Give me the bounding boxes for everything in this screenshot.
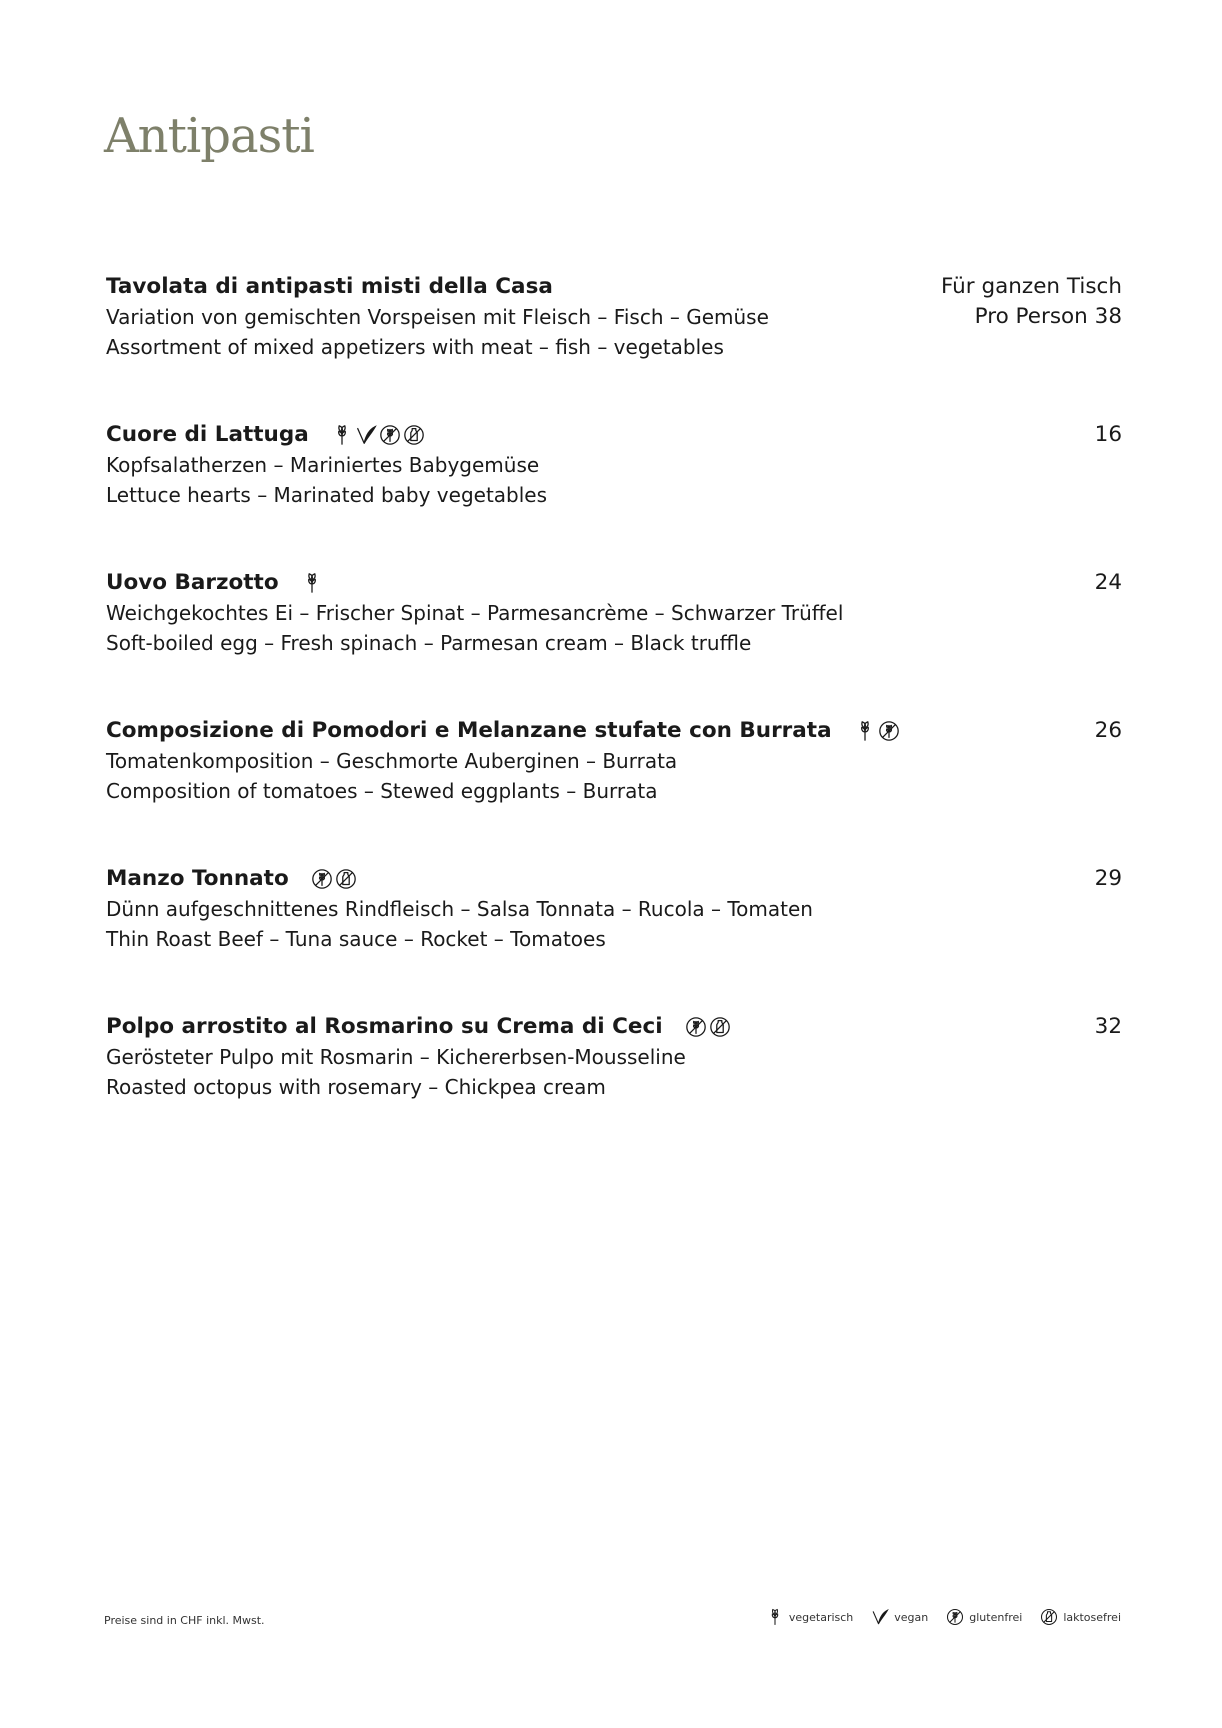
legend-label: laktosefrei bbox=[1063, 1610, 1121, 1624]
legend-label: vegan bbox=[894, 1610, 929, 1624]
gluten-free-icon bbox=[379, 424, 401, 446]
item-name: Tavolata di antipasti misti della Casa bbox=[106, 274, 553, 299]
gluten-free-icon bbox=[311, 868, 333, 890]
price-line-2: Pro Person 38 bbox=[974, 304, 1122, 329]
vegan-icon bbox=[871, 1608, 889, 1626]
lactose-free-icon bbox=[709, 1016, 731, 1038]
item-price bbox=[1095, 568, 1122, 598]
menu-item bbox=[106, 420, 1122, 568]
lactose-free-icon bbox=[335, 868, 357, 890]
legend-item bbox=[871, 1608, 928, 1626]
item-description-en: Composition of tomatoes – Stewed eggplants – Burrata bbox=[106, 779, 658, 803]
item-description-en: Assortment of mixed appetizers with meat – fish – vegetables bbox=[106, 335, 724, 359]
legend-label: glutenfrei bbox=[969, 1610, 1023, 1624]
menu-item bbox=[106, 716, 1122, 864]
menu-item bbox=[106, 272, 1122, 420]
item-description-en: Soft-boiled egg – Fresh spinach – Parmesan cream – Black truffle bbox=[106, 631, 752, 655]
item-description-de: Gerösteter Pulpo mit Rosmarin – Kichererbsen-Mousseline bbox=[106, 1045, 686, 1069]
item-description-en: Thin Roast Beef – Tuna sauce – Rocket – Tomatoes bbox=[106, 927, 606, 951]
page-title: Antipasti bbox=[104, 108, 314, 164]
price-line-1: Für ganzen Tisch bbox=[940, 274, 1122, 299]
item-price bbox=[1095, 1012, 1122, 1042]
item-name: Manzo Tonnato bbox=[106, 866, 289, 891]
price-line-1: 16 bbox=[1094, 422, 1122, 447]
menu-item bbox=[106, 568, 1122, 716]
item-name: Uovo Barzotto bbox=[106, 570, 279, 595]
vegetarian-icon bbox=[331, 424, 353, 446]
legend-item bbox=[1040, 1608, 1121, 1626]
lactose-free-icon bbox=[403, 424, 425, 446]
price-line-1: 32 bbox=[1094, 1014, 1122, 1039]
item-name: Composizione di Pomodori e Melanzane stufate con Burrata bbox=[106, 718, 832, 743]
diet-icons bbox=[685, 1016, 731, 1038]
gluten-free-icon bbox=[878, 720, 900, 742]
gluten-free-icon bbox=[946, 1608, 964, 1626]
menu-item bbox=[106, 864, 1122, 1012]
item-price bbox=[941, 272, 1122, 332]
footer-note: Preise sind in CHF inkl. Mwst. bbox=[104, 1614, 265, 1627]
gluten-free-icon bbox=[685, 1016, 707, 1038]
vegetarian-icon bbox=[301, 572, 323, 594]
item-price bbox=[1095, 420, 1122, 450]
vegan-icon bbox=[355, 424, 377, 446]
item-name: Cuore di Lattuga bbox=[106, 422, 309, 447]
item-description-de: Kopfsalatherzen – Mariniertes Babygemüse bbox=[106, 453, 540, 477]
menu-list bbox=[106, 272, 1122, 1160]
legend-item bbox=[946, 1608, 1022, 1626]
diet-icons bbox=[331, 424, 425, 446]
diet-icons bbox=[311, 868, 357, 890]
vegetarian-icon bbox=[854, 720, 876, 742]
item-price bbox=[1095, 864, 1122, 894]
diet-icons bbox=[854, 720, 900, 742]
item-description-de: Variation von gemischten Vorspeisen mit Fleisch – Fisch – Gemüse bbox=[106, 305, 769, 329]
item-description-de: Tomatenkomposition – Geschmorte Auberginen – Burrata bbox=[106, 749, 678, 773]
price-line-1: 29 bbox=[1094, 866, 1122, 891]
item-name: Polpo arrostito al Rosmarino su Crema di Ceci bbox=[106, 1014, 663, 1039]
item-price bbox=[1095, 716, 1122, 746]
price-line-1: 26 bbox=[1094, 718, 1122, 743]
item-description-de: Weichgekochtes Ei – Frischer Spinat – Parmesancrème – Schwarzer Trüffel bbox=[106, 601, 844, 625]
item-description-en: Lettuce hearts – Marinated baby vegetables bbox=[106, 483, 548, 507]
vegetarian-icon bbox=[766, 1608, 784, 1626]
menu-item bbox=[106, 1012, 1122, 1160]
diet-legend bbox=[766, 1608, 1121, 1626]
legend-label: vegetarisch bbox=[788, 1610, 854, 1624]
legend-item bbox=[766, 1608, 853, 1626]
item-description-en: Roasted octopus with rosemary – Chickpea cream bbox=[106, 1075, 606, 1099]
lactose-free-icon bbox=[1040, 1608, 1058, 1626]
diet-icons bbox=[301, 572, 323, 594]
item-description-de: Dünn aufgeschnittenes Rindfleisch – Salsa Tonnata – Rucola – Tomaten bbox=[106, 897, 813, 921]
price-line-1: 24 bbox=[1094, 570, 1122, 595]
